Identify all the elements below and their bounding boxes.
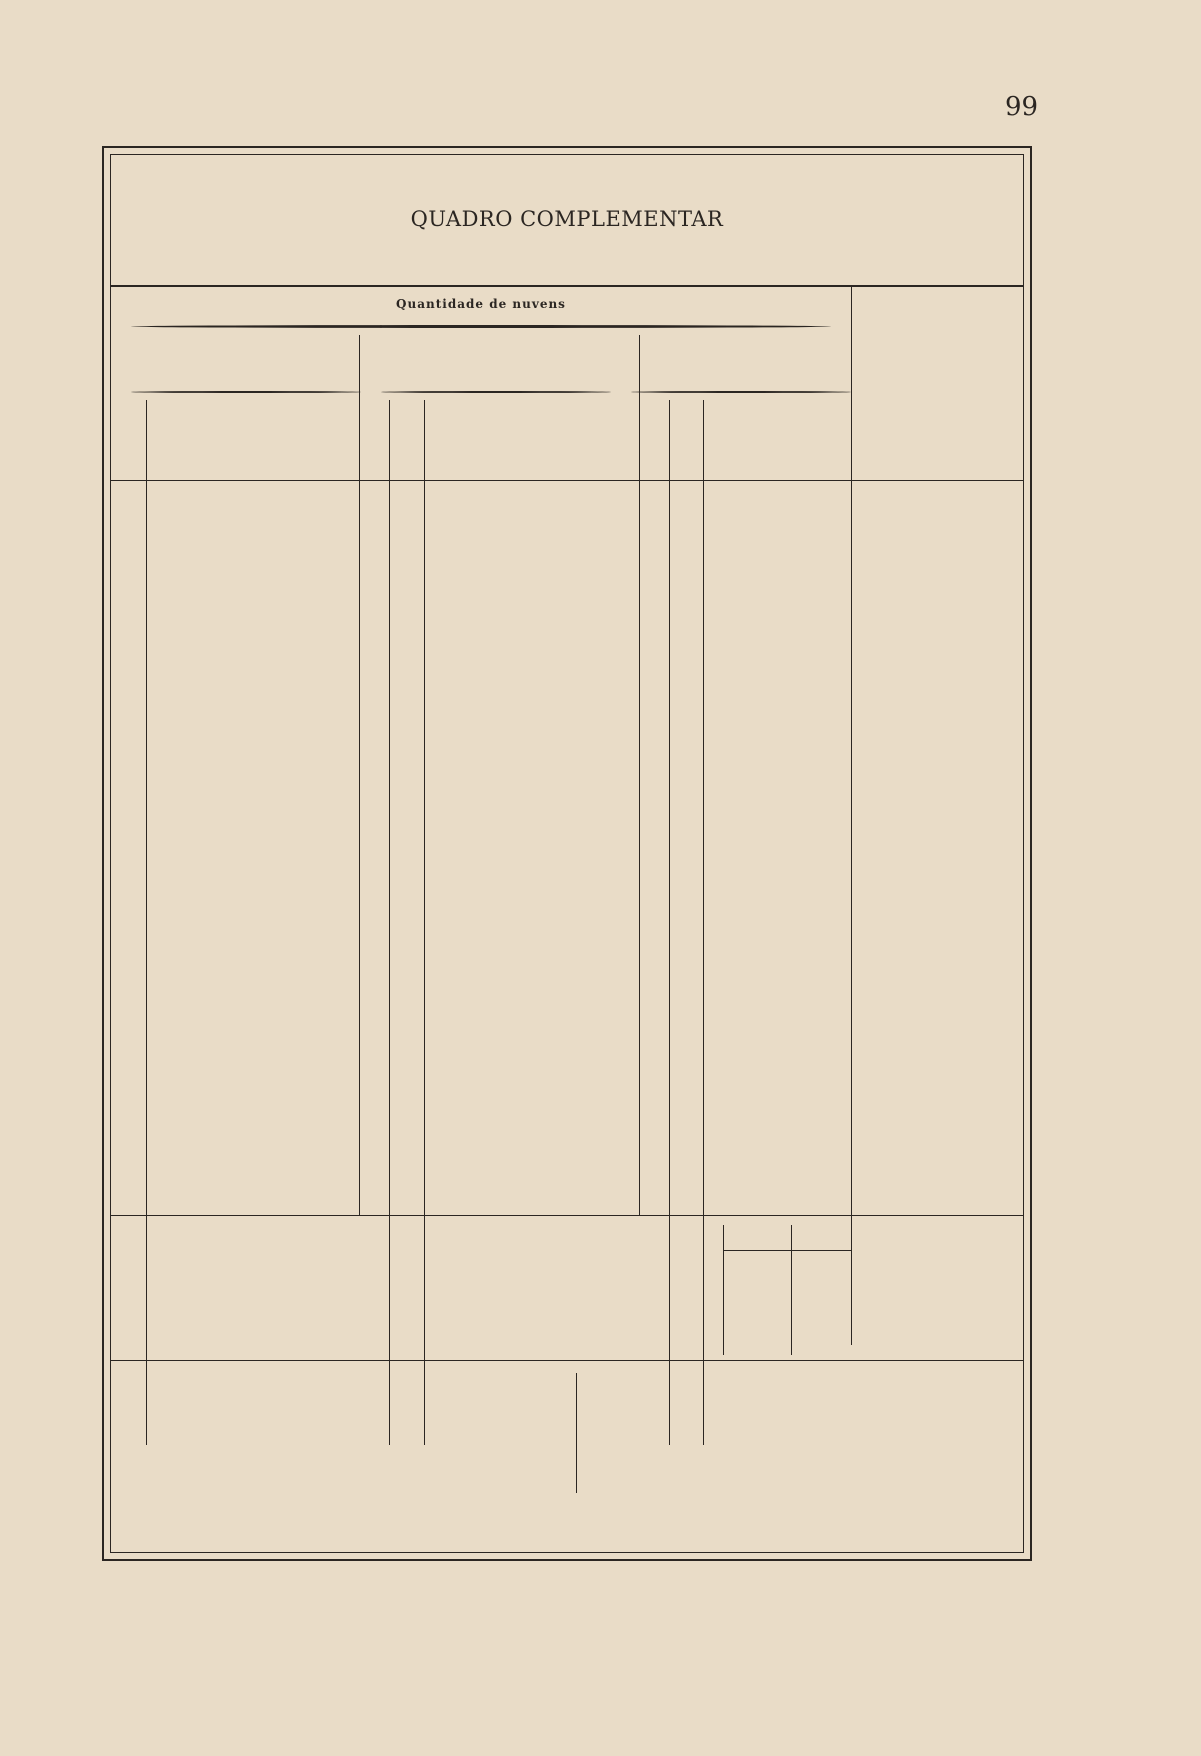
col-divider: [424, 400, 425, 1445]
stats-divider: [723, 1225, 724, 1355]
page-title: QUADRO COMPLEMENTAR: [410, 207, 724, 231]
stats-rule: [723, 1250, 851, 1251]
group-swell: [131, 325, 831, 328]
page-number: 99: [1005, 92, 1039, 122]
col-divider: [639, 335, 640, 1215]
period-swell: [381, 391, 611, 393]
period-swell: [631, 391, 851, 393]
header-rule: [111, 480, 1023, 481]
col-divider: [576, 1373, 577, 1493]
col-divider: [389, 400, 390, 1445]
stats-divider: [791, 1225, 792, 1355]
col-divider: [703, 400, 704, 1445]
table-inner-border: [110, 154, 1024, 1553]
col-divider: [851, 285, 852, 1345]
table-frame: [102, 146, 1032, 1561]
col-divider: [146, 400, 147, 1445]
col-divider: [669, 400, 670, 1445]
summary-rule: [111, 1215, 1023, 1216]
footer-rule: [111, 1360, 1023, 1361]
title-divider: [111, 285, 1023, 287]
period-swell: [131, 391, 361, 393]
col-divider: [359, 335, 360, 1215]
group-header: Quantidade de nuvens: [396, 297, 566, 311]
